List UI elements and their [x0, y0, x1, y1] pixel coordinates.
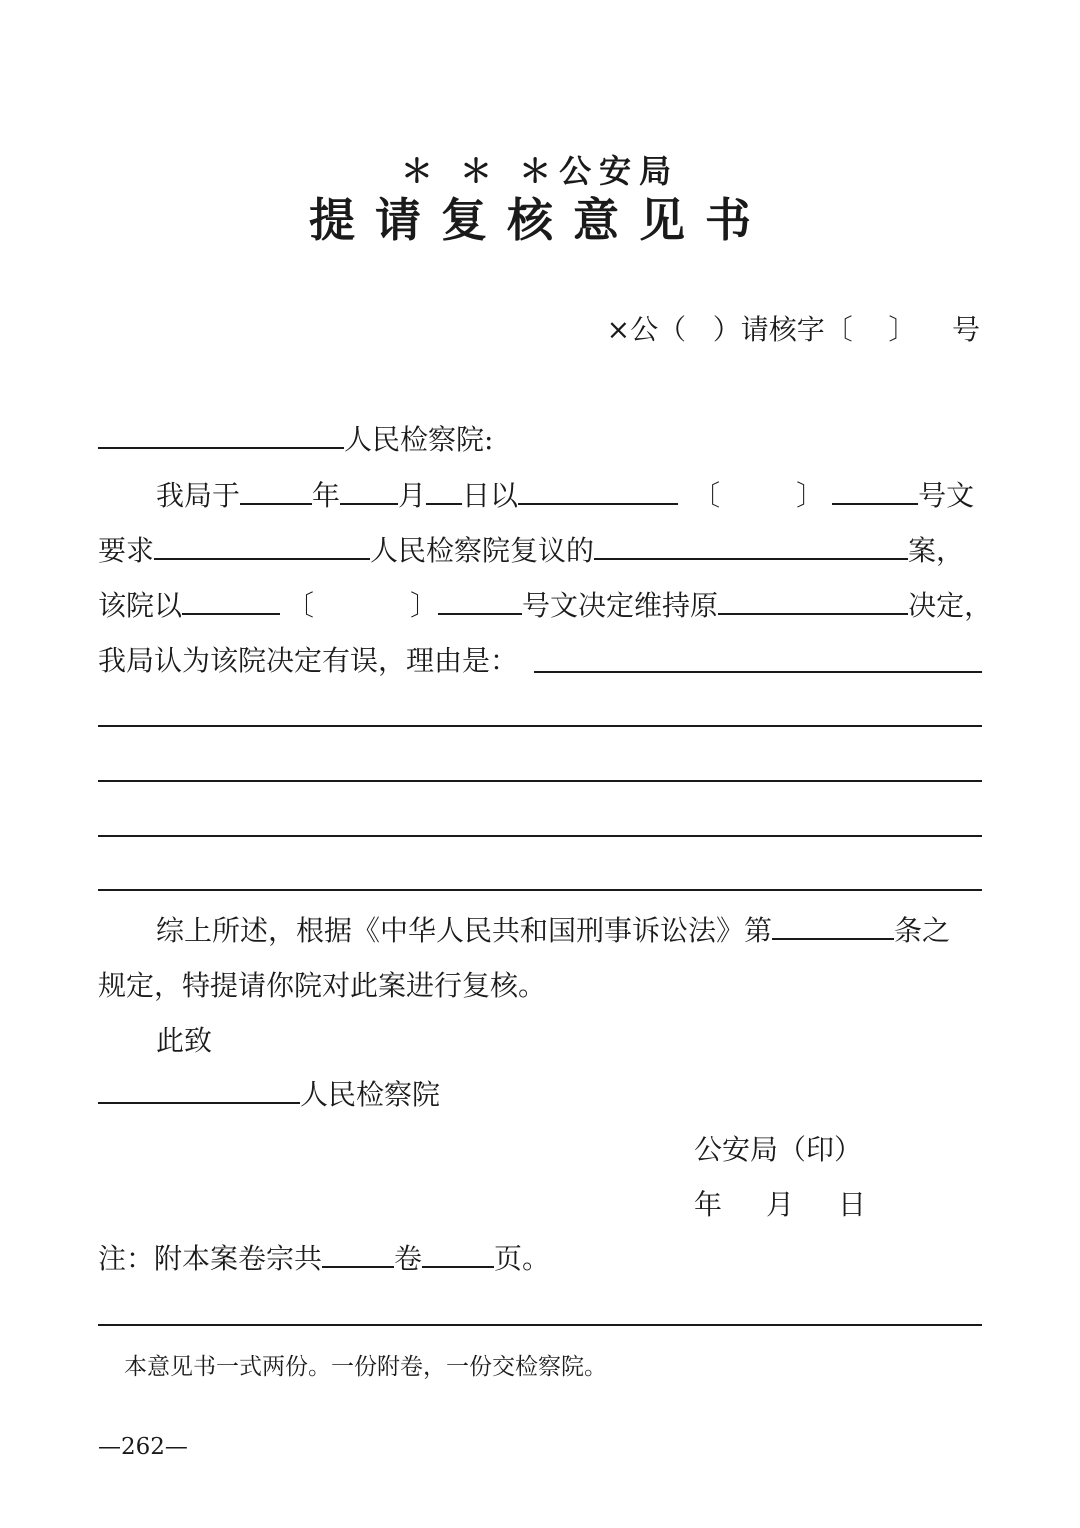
text-segment: 该院以 — [98, 589, 183, 622]
page-number: —262— — [98, 1434, 188, 1460]
text-segment: 我局认为该院决定有误，理由是： — [98, 644, 519, 677]
text-segment: 卷 — [394, 1242, 423, 1275]
reason-line[interactable] — [98, 725, 982, 727]
text-segment: 案， — [908, 534, 965, 567]
original-decision-blank[interactable] — [718, 589, 908, 615]
text-segment: 〔 — [286, 589, 315, 622]
body-line-5 — [156, 913, 950, 949]
body-line-3 — [98, 588, 992, 624]
reason-line[interactable] — [98, 889, 982, 891]
addressee-blank[interactable] — [98, 423, 344, 449]
recipient-blank[interactable] — [98, 1078, 300, 1104]
date-month: 月 — [766, 1188, 795, 1221]
volume-count-blank[interactable] — [322, 1242, 394, 1268]
reason-line[interactable] — [98, 780, 982, 782]
recipient-suffix: 人民检察院 — [300, 1078, 441, 1111]
text-segment: 月 — [398, 479, 427, 512]
document-number-blank[interactable] — [832, 479, 918, 505]
text-segment: 我局于 — [156, 479, 241, 512]
body-line-2 — [98, 533, 964, 569]
copies-note: 本意见书一式两份。一份附卷，一份交检察院。 — [124, 1354, 607, 1380]
recipient-line — [98, 1077, 440, 1113]
case-blank[interactable] — [594, 534, 908, 560]
article-blank[interactable] — [772, 914, 894, 940]
text-segment: 要求 — [98, 534, 155, 567]
date-year: 年 — [694, 1188, 723, 1221]
salutation: 此致 — [156, 1024, 213, 1057]
text-segment: 年 — [312, 479, 341, 512]
agency-name: ＊ ＊ ＊公安局 — [400, 152, 680, 190]
seal-label: 公安局（印） — [694, 1133, 863, 1166]
text-segment: 条之 — [894, 914, 951, 947]
text-segment: 日以 — [462, 479, 519, 512]
text-segment: 人民检察院复议的 — [370, 534, 595, 567]
body-line-1 — [156, 478, 974, 514]
document-title: 提请复核意见书 — [309, 193, 771, 247]
page-count-blank[interactable] — [422, 1242, 494, 1268]
document-ref-blank[interactable] — [518, 479, 678, 505]
addressee-suffix: 人民检察院: — [344, 423, 494, 456]
reason-line[interactable] — [98, 835, 982, 837]
text-segment: 〕 — [796, 479, 825, 512]
body-line-4 — [98, 643, 518, 679]
month-blank[interactable] — [340, 479, 398, 505]
text-segment: 〕 — [410, 589, 439, 622]
procuratorate-doc-number-blank[interactable] — [438, 589, 522, 615]
body-line-6 — [98, 968, 546, 1004]
footer-divider — [98, 1324, 982, 1326]
attachment-note — [98, 1241, 550, 1277]
text-segment: 号文 — [918, 479, 975, 512]
addressee-line — [98, 422, 493, 458]
text-segment: 注：附本案卷宗共 — [98, 1242, 323, 1275]
text-segment: 号文决定维持原 — [522, 589, 719, 622]
document-number: ×公（ ）请核字〔 〕 号 — [606, 313, 980, 346]
text-segment: 页。 — [494, 1242, 551, 1275]
procuratorate-blank[interactable] — [154, 534, 370, 560]
text-segment: 〔 — [692, 479, 721, 512]
year-blank[interactable] — [240, 479, 312, 505]
date-day: 日 — [838, 1188, 867, 1221]
day-blank[interactable] — [426, 479, 462, 505]
text-segment: 决定， — [908, 589, 993, 622]
reason-line[interactable] — [534, 671, 982, 673]
text-segment: 综上所述，根据《中华人民共和国刑事诉讼法》第 — [156, 914, 773, 947]
text-segment: 规定，特提请你院对此案进行复核。 — [98, 969, 547, 1002]
procuratorate-doc-blank[interactable] — [182, 589, 280, 615]
